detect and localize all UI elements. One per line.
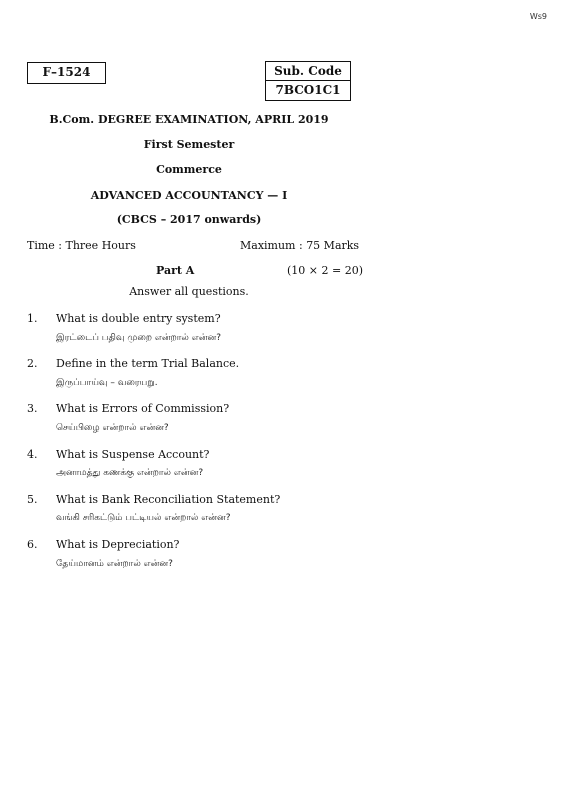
exam-title: B.Com. DEGREE EXAMINATION, APRIL 2019 bbox=[49, 113, 329, 126]
question-text: What is Depreciation? bbox=[56, 538, 180, 551]
part-instruction: Answer all questions. bbox=[129, 285, 249, 298]
question-6 bbox=[27, 538, 179, 551]
time-allowed: Time : Three Hours bbox=[27, 239, 136, 252]
question-number: 3. bbox=[27, 402, 38, 415]
paper-code-box: F–1524 bbox=[27, 62, 106, 84]
question-number: 5. bbox=[27, 493, 38, 506]
sub-code-value: 7BCO1C1 bbox=[265, 81, 351, 101]
course-title: ADVANCED ACCOUNTANCY — I bbox=[90, 189, 288, 202]
corner-handwritten-mark: Ws9 bbox=[529, 12, 547, 21]
question-text: Define in the term Trial Balance. bbox=[56, 357, 240, 370]
question-4 bbox=[27, 448, 209, 461]
question-6-tamil: தேய்மானம் என்றால் என்ன? bbox=[56, 559, 173, 569]
sub-code-label: Sub. Code bbox=[265, 61, 351, 81]
question-3 bbox=[27, 402, 229, 415]
semester: First Semester bbox=[143, 138, 235, 151]
question-2-tamil: இருப்பாய்வு – வரையறு. bbox=[56, 378, 158, 388]
question-text: What is Bank Reconciliation Statement? bbox=[56, 493, 281, 506]
question-1 bbox=[27, 312, 221, 325]
sub-code-box bbox=[265, 61, 351, 101]
question-1-tamil: இரட்டைப் பதிவு முறை என்றால் என்ன? bbox=[56, 333, 222, 343]
question-5 bbox=[27, 493, 280, 506]
question-text: What is Suspense Account? bbox=[56, 448, 210, 461]
question-3-tamil: செய்பிழை என்றால் என்ன? bbox=[56, 423, 169, 433]
question-5-tamil: வங்கி சரிகட்டும் பட்டியல் என்றால் என்ன? bbox=[56, 513, 231, 523]
question-number: 6. bbox=[27, 538, 38, 551]
question-2 bbox=[27, 357, 239, 370]
question-text: What is double entry system? bbox=[56, 312, 221, 325]
question-text: What is Errors of Commission? bbox=[56, 402, 230, 415]
maximum-marks: Maximum : 75 Marks bbox=[240, 239, 360, 252]
question-number: 2. bbox=[27, 357, 38, 370]
part-title: Part A bbox=[156, 264, 195, 277]
scheme: (CBCS – 2017 onwards) bbox=[116, 213, 262, 226]
part-marks: (10 × 2 = 20) bbox=[287, 264, 363, 277]
question-number: 1. bbox=[27, 312, 38, 325]
question-number: 4. bbox=[27, 448, 38, 461]
question-4-tamil: அனாமத்து கணக்கு என்றால் என்ன? bbox=[56, 468, 204, 478]
subject: Commerce bbox=[156, 163, 222, 176]
